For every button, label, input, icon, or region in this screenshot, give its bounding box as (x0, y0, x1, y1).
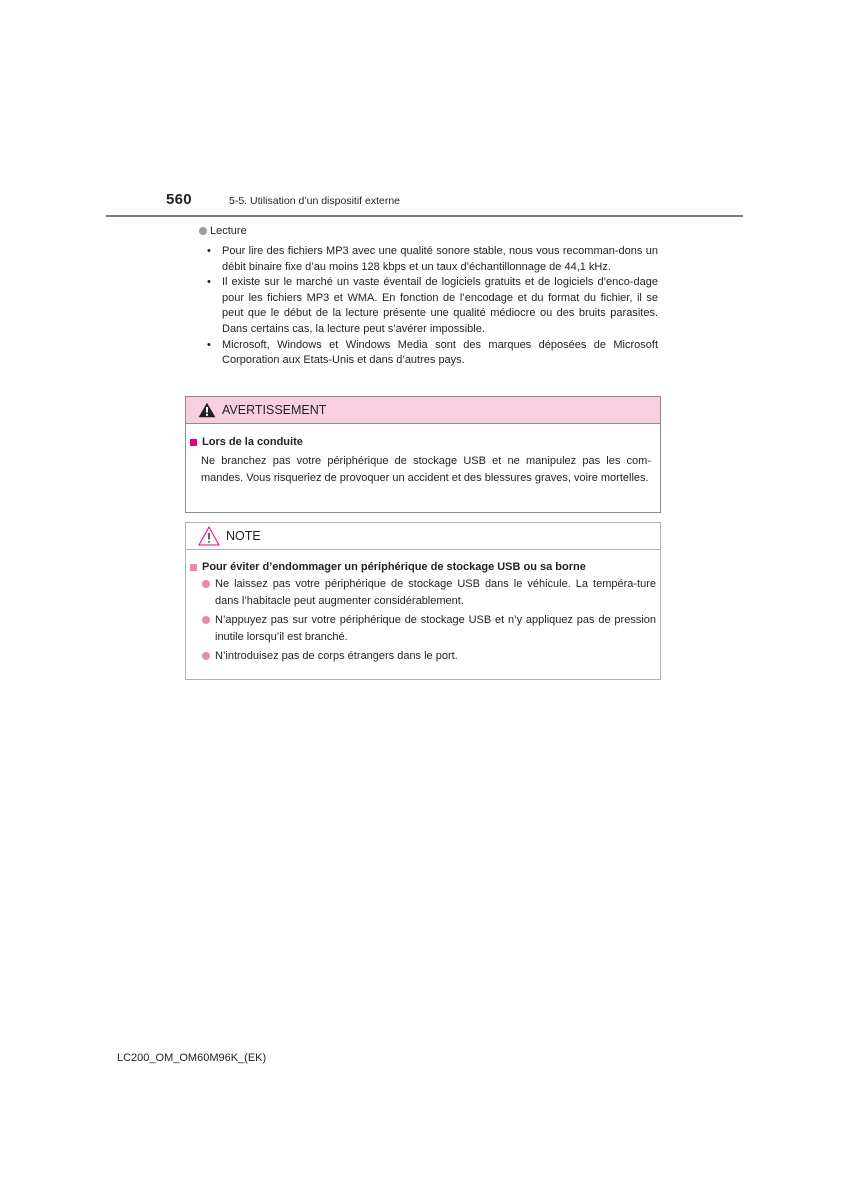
lecture-bullet-list (207, 244, 658, 369)
note-subheading-label: Pour éviter d’endommager un périphérique de stockage USB ou sa borne (202, 561, 586, 573)
warning-header (186, 397, 660, 424)
list-item (202, 576, 656, 609)
note-subheading (190, 561, 660, 573)
bullet-icon: • (207, 338, 211, 351)
warning-body: Ne branchez pas votre périphérique de stockage USB et ne manipulez pas les com-mandes. Vous risqueriez de provoquer un accident et des blessures graves, voire mortelles. (201, 455, 651, 484)
square-marker-icon (190, 564, 197, 571)
lecture-heading (199, 225, 247, 237)
section-title: 5-5. Utilisation d’un dispositif externe (229, 195, 401, 207)
warning-subheading-label: Lors de la conduite (202, 436, 303, 448)
bullet-dot-icon (199, 227, 207, 235)
list-item (207, 244, 658, 275)
list-item (202, 612, 656, 645)
warning-triangle-icon (198, 402, 216, 418)
page-number: 560 (166, 191, 192, 208)
square-marker-icon (190, 439, 197, 446)
warning-title: AVERTISSEMENT (222, 403, 327, 417)
bullet-icon: • (207, 276, 211, 289)
list-item (202, 648, 656, 665)
list-item-text: N’introduisez pas de corps étrangers dans le port. (215, 650, 458, 662)
list-item-text: Pour lire des fichiers MP3 avec une qualité sonore stable, nous vous recomman-dons un débit binaire fixe d’au moins 128 kbps et un taux d’échantillonnage de 44,1 kHz. (222, 245, 658, 273)
bullet-icon: • (207, 245, 211, 257)
caution-triangle-icon (198, 526, 220, 546)
bullet-dot-icon (202, 580, 210, 588)
warning-subheading (190, 436, 660, 448)
warning-box (185, 396, 661, 513)
note-header (186, 523, 660, 550)
list-item-text: Ne laissez pas votre périphérique de stockage USB dans le véhicule. La tempéra-ture dans l’habitacle peut augmenter considérablement. (215, 578, 656, 607)
list-item (207, 275, 658, 337)
note-box (185, 522, 661, 680)
note-title: NOTE (226, 529, 261, 543)
note-list (202, 576, 656, 665)
bullet-dot-icon (202, 616, 210, 624)
list-item-text: N’appuyez pas sur votre périphérique de stockage USB et n’y appliquez pas de pression inutile lorsqu’il est branché. (215, 614, 656, 643)
lecture-heading-label: Lecture (210, 225, 247, 237)
bullet-dot-icon (202, 652, 210, 660)
footer-code: LC200_OM_OM60M96K_(EK) (117, 1052, 267, 1064)
list-item (207, 338, 658, 369)
list-item-text: Microsoft, Windows et Windows Media sont des marques déposées de Microsoft Corporation aux Etats-Unis et dans d’autres pays. (222, 338, 658, 367)
list-item-text: Il existe sur le marché un vaste éventail de logiciels gratuits et de logiciels d’enco-dage pour les fichiers MP3 et WMA. En fonction de l’encodage et du format du fichier, il se peut que le début de la lecture présente une qualité médiocre ou des bruits parasites. Dans certains cas, la lecture peut s’avérer impossible. (222, 276, 658, 335)
header-divider (106, 215, 743, 217)
